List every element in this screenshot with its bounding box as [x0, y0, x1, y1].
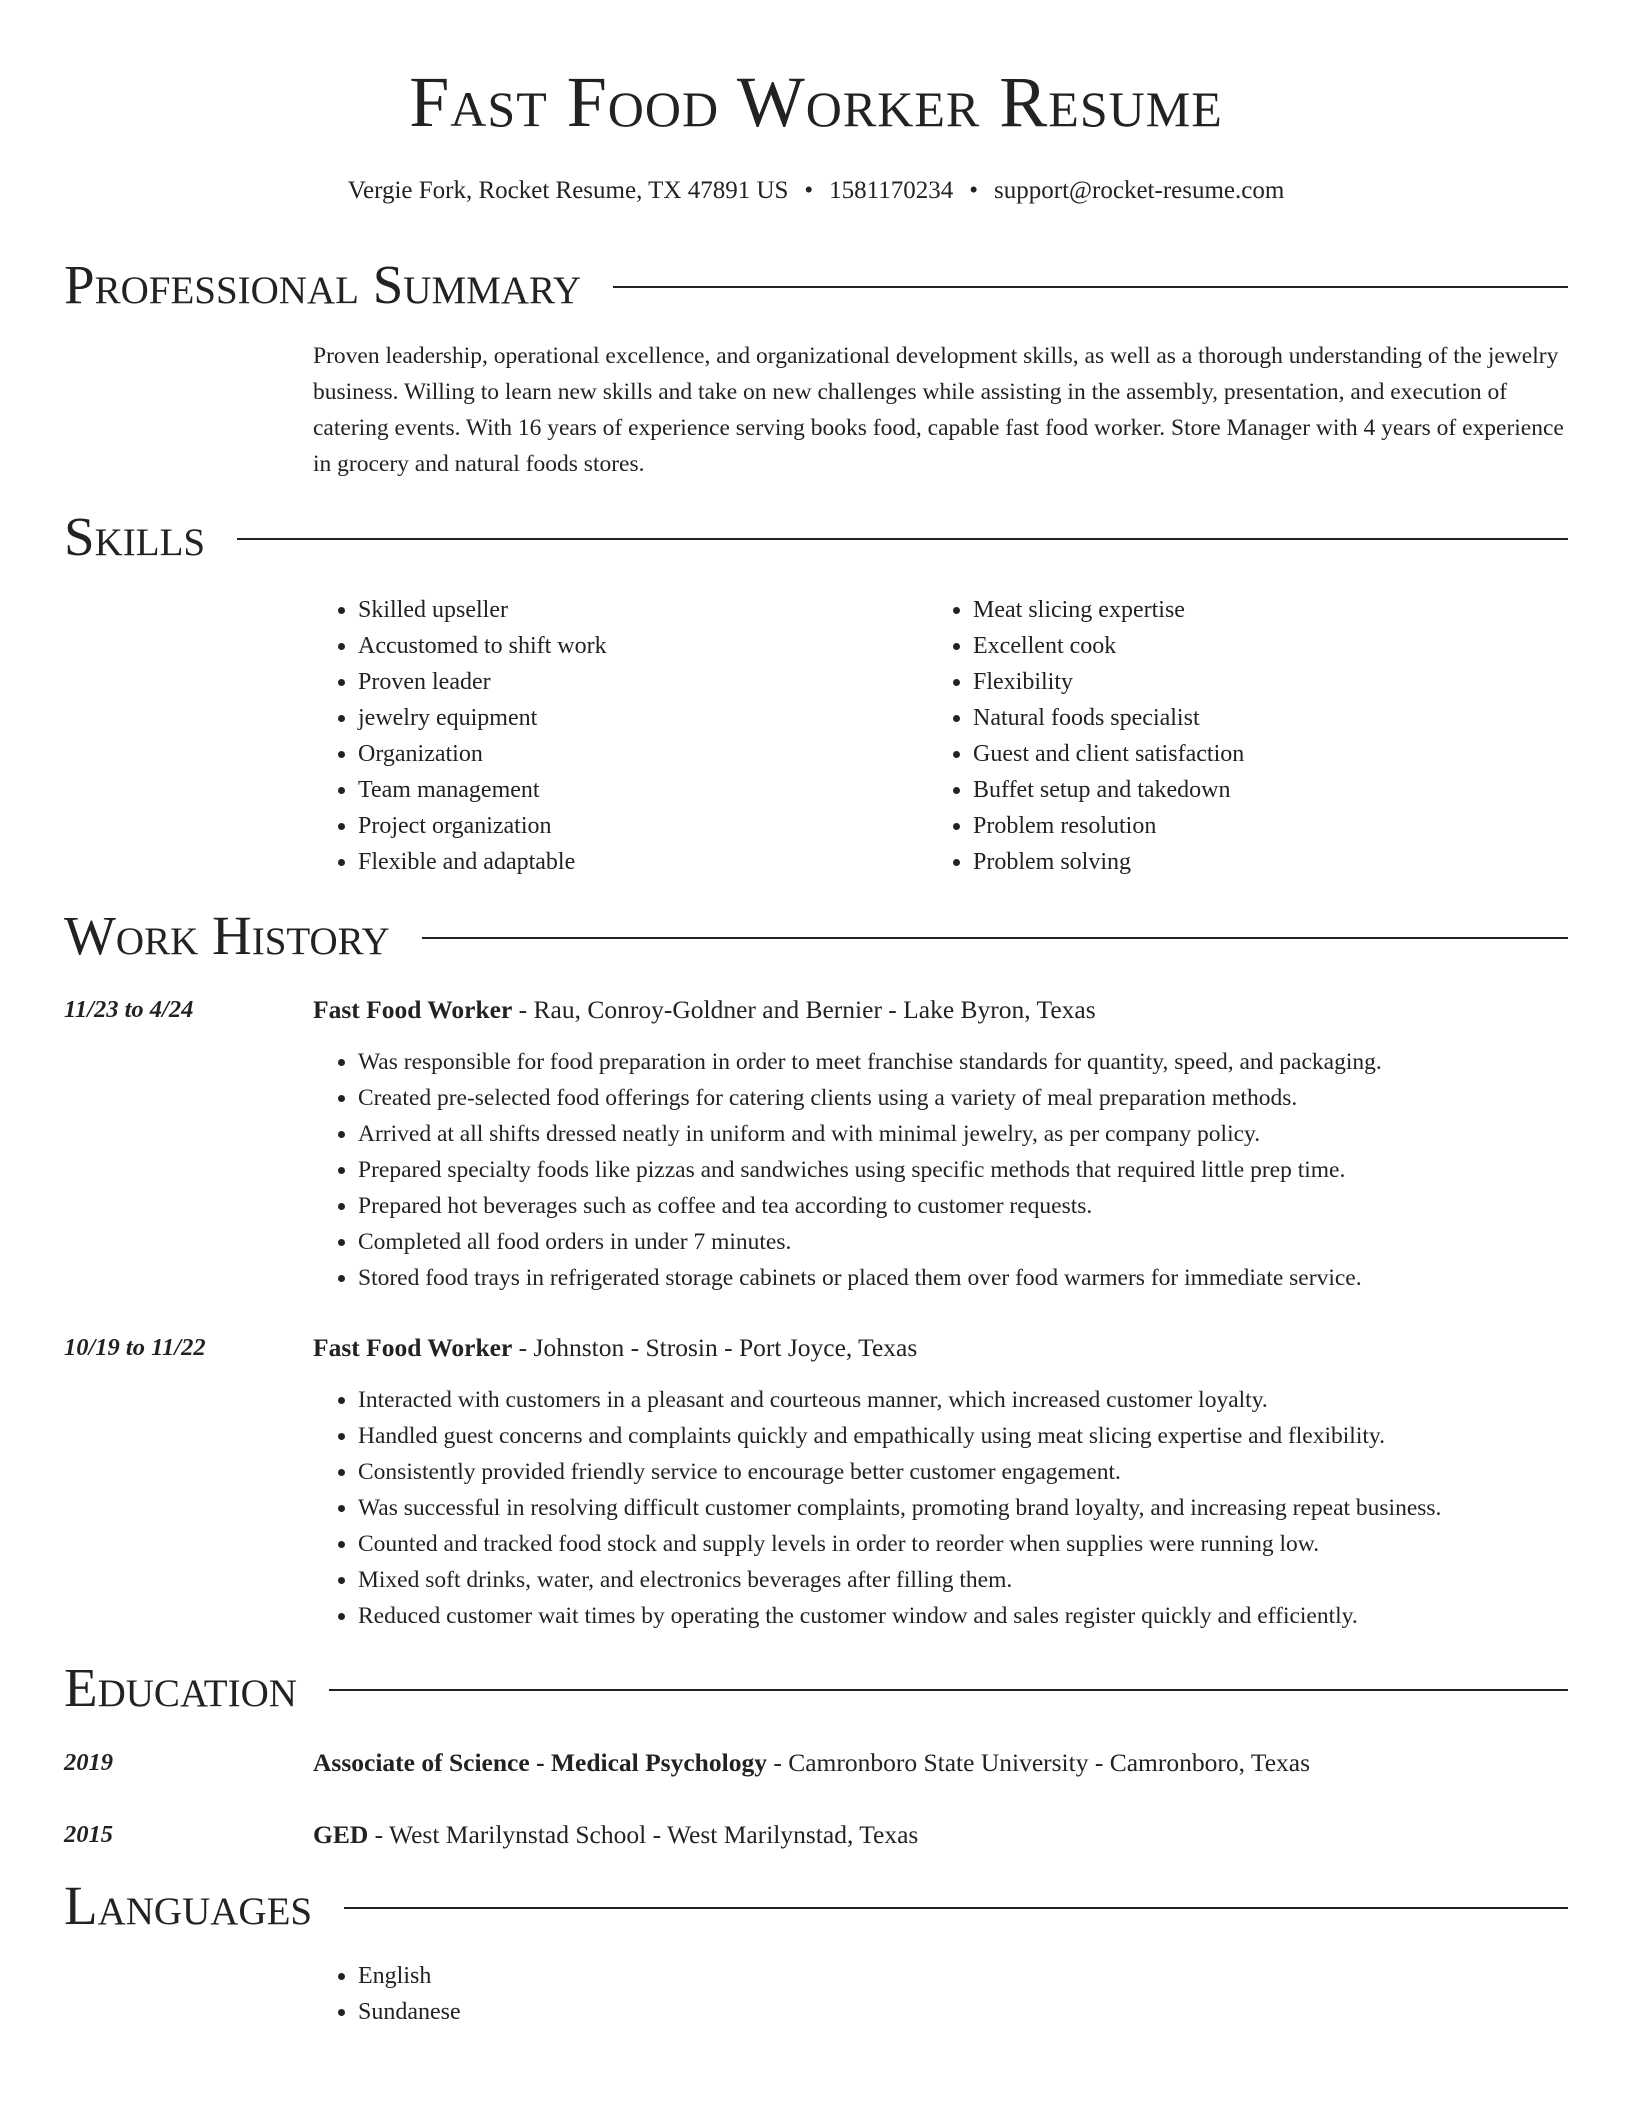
skill-item: • Proven leader — [358, 664, 607, 700]
job-bullet: • Prepared specialty foods like pizzas and sandwiches using specific methods that required little prep time. — [358, 1152, 1382, 1188]
job-bullet: • Counted and tracked food stock and supply levels in order to reorder when supplies were running low. — [358, 1526, 1441, 1562]
language-item: • English — [358, 1958, 461, 1994]
skill-item: • jewelry equipment — [358, 700, 607, 736]
job-employer: - Rau, Conroy-Goldner and Bernier - Lake Byron, Texas — [512, 995, 1096, 1024]
education-school: - West Marilynstad School - West Marilynstad, Texas — [368, 1820, 919, 1849]
job-bullet: • Stored food trays in refrigerated storage cabinets or placed them over food warmers for immediate service. — [358, 1260, 1382, 1296]
job-bullet: • Was responsible for food preparation in order to meet franchise standards for quantity, speed, and packaging. — [358, 1044, 1382, 1080]
job-title: Fast Food Worker — [313, 1333, 513, 1362]
job-dates: 11/23 to 4/24 — [64, 996, 194, 1023]
education-year: 2015 — [64, 1821, 113, 1848]
job-bullet: • Was successful in resolving difficult customer complaints, promoting brand loyalty, and increasing repeat business. — [358, 1490, 1441, 1526]
skill-item: • Accustomed to shift work — [358, 628, 607, 664]
job-bullet: • Prepared hot beverages such as coffee and tea according to customer requests. — [358, 1188, 1382, 1224]
contact-address: Vergie Fork, Rocket Resume, TX 47891 US — [347, 177, 789, 204]
summary-text: Proven leadership, operational excellence, and organizational development skills, as well as a thorough understanding of the jewelry business. Willing to learn new skills and take on new challenges while assisting in the assembly, presentation, and execution of catering events. With 16 years of experience serving books food, capable fast food worker. Store Manager with 4 years of experience in grocery and natural foods stores. — [313, 343, 1564, 477]
skill-item: • Organization — [358, 736, 607, 772]
skill-item: • Problem solving — [973, 844, 1244, 880]
section-title-languages: Languages — [64, 1875, 313, 1936]
education-year: 2019 — [64, 1749, 113, 1776]
skills-list-right — [928, 592, 1244, 880]
section-header-summary — [64, 255, 1568, 315]
section-title-education: Education — [64, 1657, 297, 1718]
education-degree: Associate of Science - Medical Psychology — [313, 1748, 767, 1777]
skill-item: • Excellent cook — [973, 628, 1244, 664]
section-divider — [329, 1689, 1568, 1691]
skill-item: • Problem resolution — [973, 808, 1244, 844]
section-header-skills — [64, 507, 1568, 567]
skill-item: • Project organization — [358, 808, 607, 844]
contact-separator: • — [969, 177, 979, 204]
skill-item: • Guest and client satisfaction — [973, 736, 1244, 772]
contact-phone: 1581170234 — [829, 177, 954, 204]
education-school: - Camronboro State University - Camronboro, Texas — [766, 1748, 1311, 1777]
job-employer: - Johnston - Strosin - Port Joyce, Texas — [512, 1333, 918, 1362]
job-heading — [313, 1333, 917, 1363]
section-divider — [613, 286, 1568, 288]
education-entry — [313, 1820, 918, 1850]
job-bullet: • Created pre-selected food offerings for catering clients using a variety of meal preparation methods. — [358, 1080, 1382, 1116]
job-heading — [313, 995, 1096, 1025]
section-header-languages — [64, 1876, 1568, 1936]
job-bullet: • Mixed soft drinks, water, and electronics beverages after filling them. — [358, 1562, 1441, 1598]
job-bullet: • Arrived at all shifts dressed neatly in uniform and with minimal jewelry, as per company policy. — [358, 1116, 1382, 1152]
job-bullets — [313, 1382, 1441, 1634]
section-header-work — [64, 906, 1568, 966]
resume-title: Fast Food Worker Resume — [409, 62, 1223, 142]
skill-item: • Skilled upseller — [358, 592, 607, 628]
contact-email[interactable]: support@rocket-resume.com — [994, 177, 1285, 204]
languages-list — [313, 1958, 461, 2030]
section-title-summary: Professional Summary — [64, 254, 582, 315]
section-divider — [344, 1907, 1568, 1909]
job-bullet: • Reduced customer wait times by operating the customer window and sales register quickly and efficiently. — [358, 1598, 1441, 1634]
section-divider — [422, 937, 1568, 939]
job-title: Fast Food Worker — [313, 995, 513, 1024]
education-degree: GED — [313, 1820, 369, 1849]
job-bullet: • Handled guest concerns and complaints quickly and empathically using meat slicing expertise and flexibility. — [358, 1418, 1441, 1454]
contact-separator: • — [804, 177, 814, 204]
section-title-skills: Skills — [64, 506, 206, 567]
skills-list-left — [313, 592, 607, 880]
section-header-education — [64, 1658, 1568, 1718]
section-divider — [237, 538, 1568, 540]
language-item: • Sundanese — [358, 1994, 461, 2030]
job-bullets — [313, 1044, 1382, 1296]
skill-item: • Meat slicing expertise — [973, 592, 1244, 628]
section-title-work: Work History — [64, 905, 390, 966]
skill-item: • Natural foods specialist — [973, 700, 1244, 736]
skill-item: • Team management — [358, 772, 607, 808]
contact-line — [0, 176, 1632, 206]
education-entry — [313, 1748, 1310, 1778]
job-bullet: • Interacted with customers in a pleasant and courteous manner, which increased customer loyalty. — [358, 1382, 1441, 1418]
skill-item: • Flexible and adaptable — [358, 844, 607, 880]
skill-item: • Flexibility — [973, 664, 1244, 700]
job-bullet: • Completed all food orders in under 7 minutes. — [358, 1224, 1382, 1260]
job-bullet: • Consistently provided friendly service to encourage better customer engagement. — [358, 1454, 1441, 1490]
skill-item: • Buffet setup and takedown — [973, 772, 1244, 808]
job-dates: 10/19 to 11/22 — [64, 1334, 206, 1361]
